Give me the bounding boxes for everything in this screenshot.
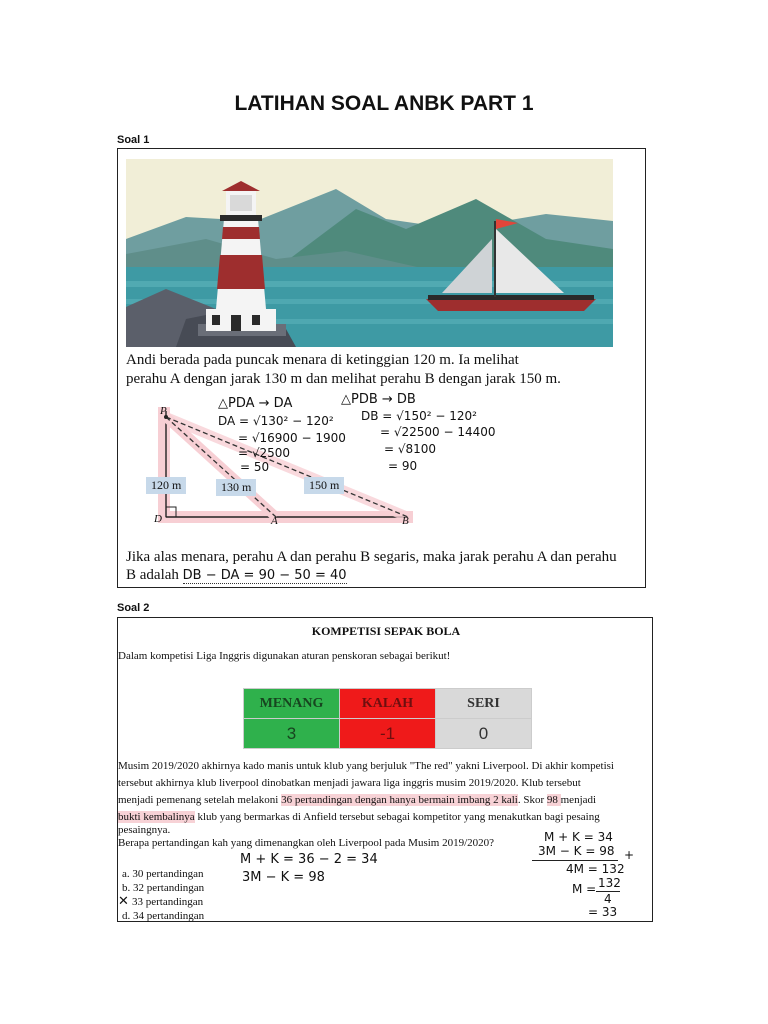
soal1-conclusion-line2 (126, 567, 347, 584)
work-left-step: △PDA → DA (218, 396, 293, 411)
lighthouse-illustration (126, 159, 613, 347)
text-span: . Skor (517, 794, 547, 806)
work2-right-step: 3M − K = 98 (538, 844, 615, 858)
option-b: b. 32 pertandingan (122, 882, 205, 894)
soal1-question-line2: perahu A dengan jarak 130 m dan melihat perahu B dengan jarak 150 m. (126, 371, 561, 387)
point-b-label: B (402, 515, 409, 527)
header-kalah: KALAH (340, 689, 436, 719)
score-table (243, 688, 532, 749)
option-c (118, 894, 204, 909)
soal2-paragraph-line (118, 811, 600, 823)
fraction-denominator: 4 (604, 892, 612, 906)
pb-measure: 150 m (304, 477, 344, 494)
value-kalah: -1 (340, 719, 436, 749)
pa-measure: 130 m (216, 479, 256, 496)
header-menang: MENANG (244, 689, 340, 719)
soal1-label: Soal 1 (117, 134, 150, 146)
work2-mid-step: M + K = 36 − 2 = 34 (240, 852, 378, 867)
work2-right-step: 4M = 132 (566, 862, 625, 876)
soal2-frame (117, 617, 653, 922)
work-left-step: = 50 (240, 460, 270, 474)
soal2-paragraph-line (118, 794, 596, 806)
height-measure: 120 m (146, 477, 186, 494)
page-title: LATIHAN SOAL ANBK PART 1 (234, 92, 534, 115)
header-seri: SERI (436, 689, 532, 719)
work-left-step: DA = √130² − 120² (218, 414, 334, 428)
soal2-paragraph-line: tersebut akhirnya klub liverpool dinobatkan menjadi jawara liga inggris musim 2019/2020. Klub tersebut (118, 777, 581, 789)
text-span: menjadi (560, 794, 597, 806)
work-right-step: = √22500 − 14400 (380, 425, 496, 439)
soal2-heading: KOMPETISI SEPAK BOLA (311, 624, 461, 638)
soal2-paragraph-line: Musim 2019/2020 akhirnya kado manis untuk klub yang berjuluk "The red" yakni Liverpool. Di akhir kompetisi (118, 760, 614, 772)
work2-right-step: M = (572, 882, 597, 896)
selected-x-icon: ✕ (118, 894, 129, 909)
value-menang: 3 (244, 719, 340, 749)
work-right-step: △PDB → DB (341, 392, 416, 407)
highlight-span: 98 (546, 794, 561, 806)
work2-mid-step: 3M − K = 98 (242, 870, 325, 885)
point-a-label: A (271, 515, 278, 527)
work2-right-step: + (624, 848, 635, 862)
soal1-conclusion-line1: Jika alas menara, perahu A dan perahu B segaris, maka jarak perahu A dan perahu (126, 549, 617, 565)
fraction-numerator: 132 (598, 876, 621, 890)
soal2-question: Berapa pertandingan kah yang dimenangkan oleh Liverpool pada Musim 2019/2020? (118, 837, 495, 849)
conclusion-prefix: B adalah (126, 567, 179, 583)
option-a: a. 30 pertandingan (122, 868, 204, 880)
highlight-span: 36 pertandingan dengan hanya bermain imbang 2 kali (281, 794, 518, 806)
work-left-step: = √16900 − 1900 (238, 431, 346, 445)
work-left-step: = √2500 (238, 446, 291, 460)
work2-right-step: M + K = 34 (544, 830, 613, 844)
soal2-paragraph-line: pesaingnya. (118, 824, 171, 836)
sum-line (532, 860, 618, 861)
value-seri: 0 (436, 719, 532, 749)
work-right-step: DB = √150² − 120² (361, 409, 477, 423)
point-p-label: P (160, 405, 167, 417)
highlight-span: bukti kembalinya (118, 811, 195, 823)
text-span: menjadi pemenang setelah melakoni (118, 794, 282, 806)
work-right-step: = 90 (388, 459, 418, 473)
soal1-frame (117, 148, 646, 588)
option-d: d. 34 pertandingan (122, 910, 205, 922)
work-right-step: = √8100 (384, 442, 437, 456)
soal1-question-line1: Andi berada pada puncak menara di ketinggian 120 m. Ia melihat (126, 352, 519, 368)
option-c-label: 33 pertandingan (132, 896, 204, 908)
work2-right-step: = 33 (588, 905, 618, 919)
text-span: klub yang bermarkas di Anfield tersebut sebagai kompetitor yang menakutkan bagi pesaing (194, 811, 600, 823)
soal2-label: Soal 2 (117, 602, 150, 614)
soal2-intro: Dalam kompetisi Liga Inggris digunakan aturan penskoran sebagai berikut! (118, 650, 451, 662)
conclusion-answer: DB − DA = 90 − 50 = 40 (182, 568, 347, 583)
point-d-label: D (154, 513, 162, 525)
options-list (118, 868, 242, 924)
